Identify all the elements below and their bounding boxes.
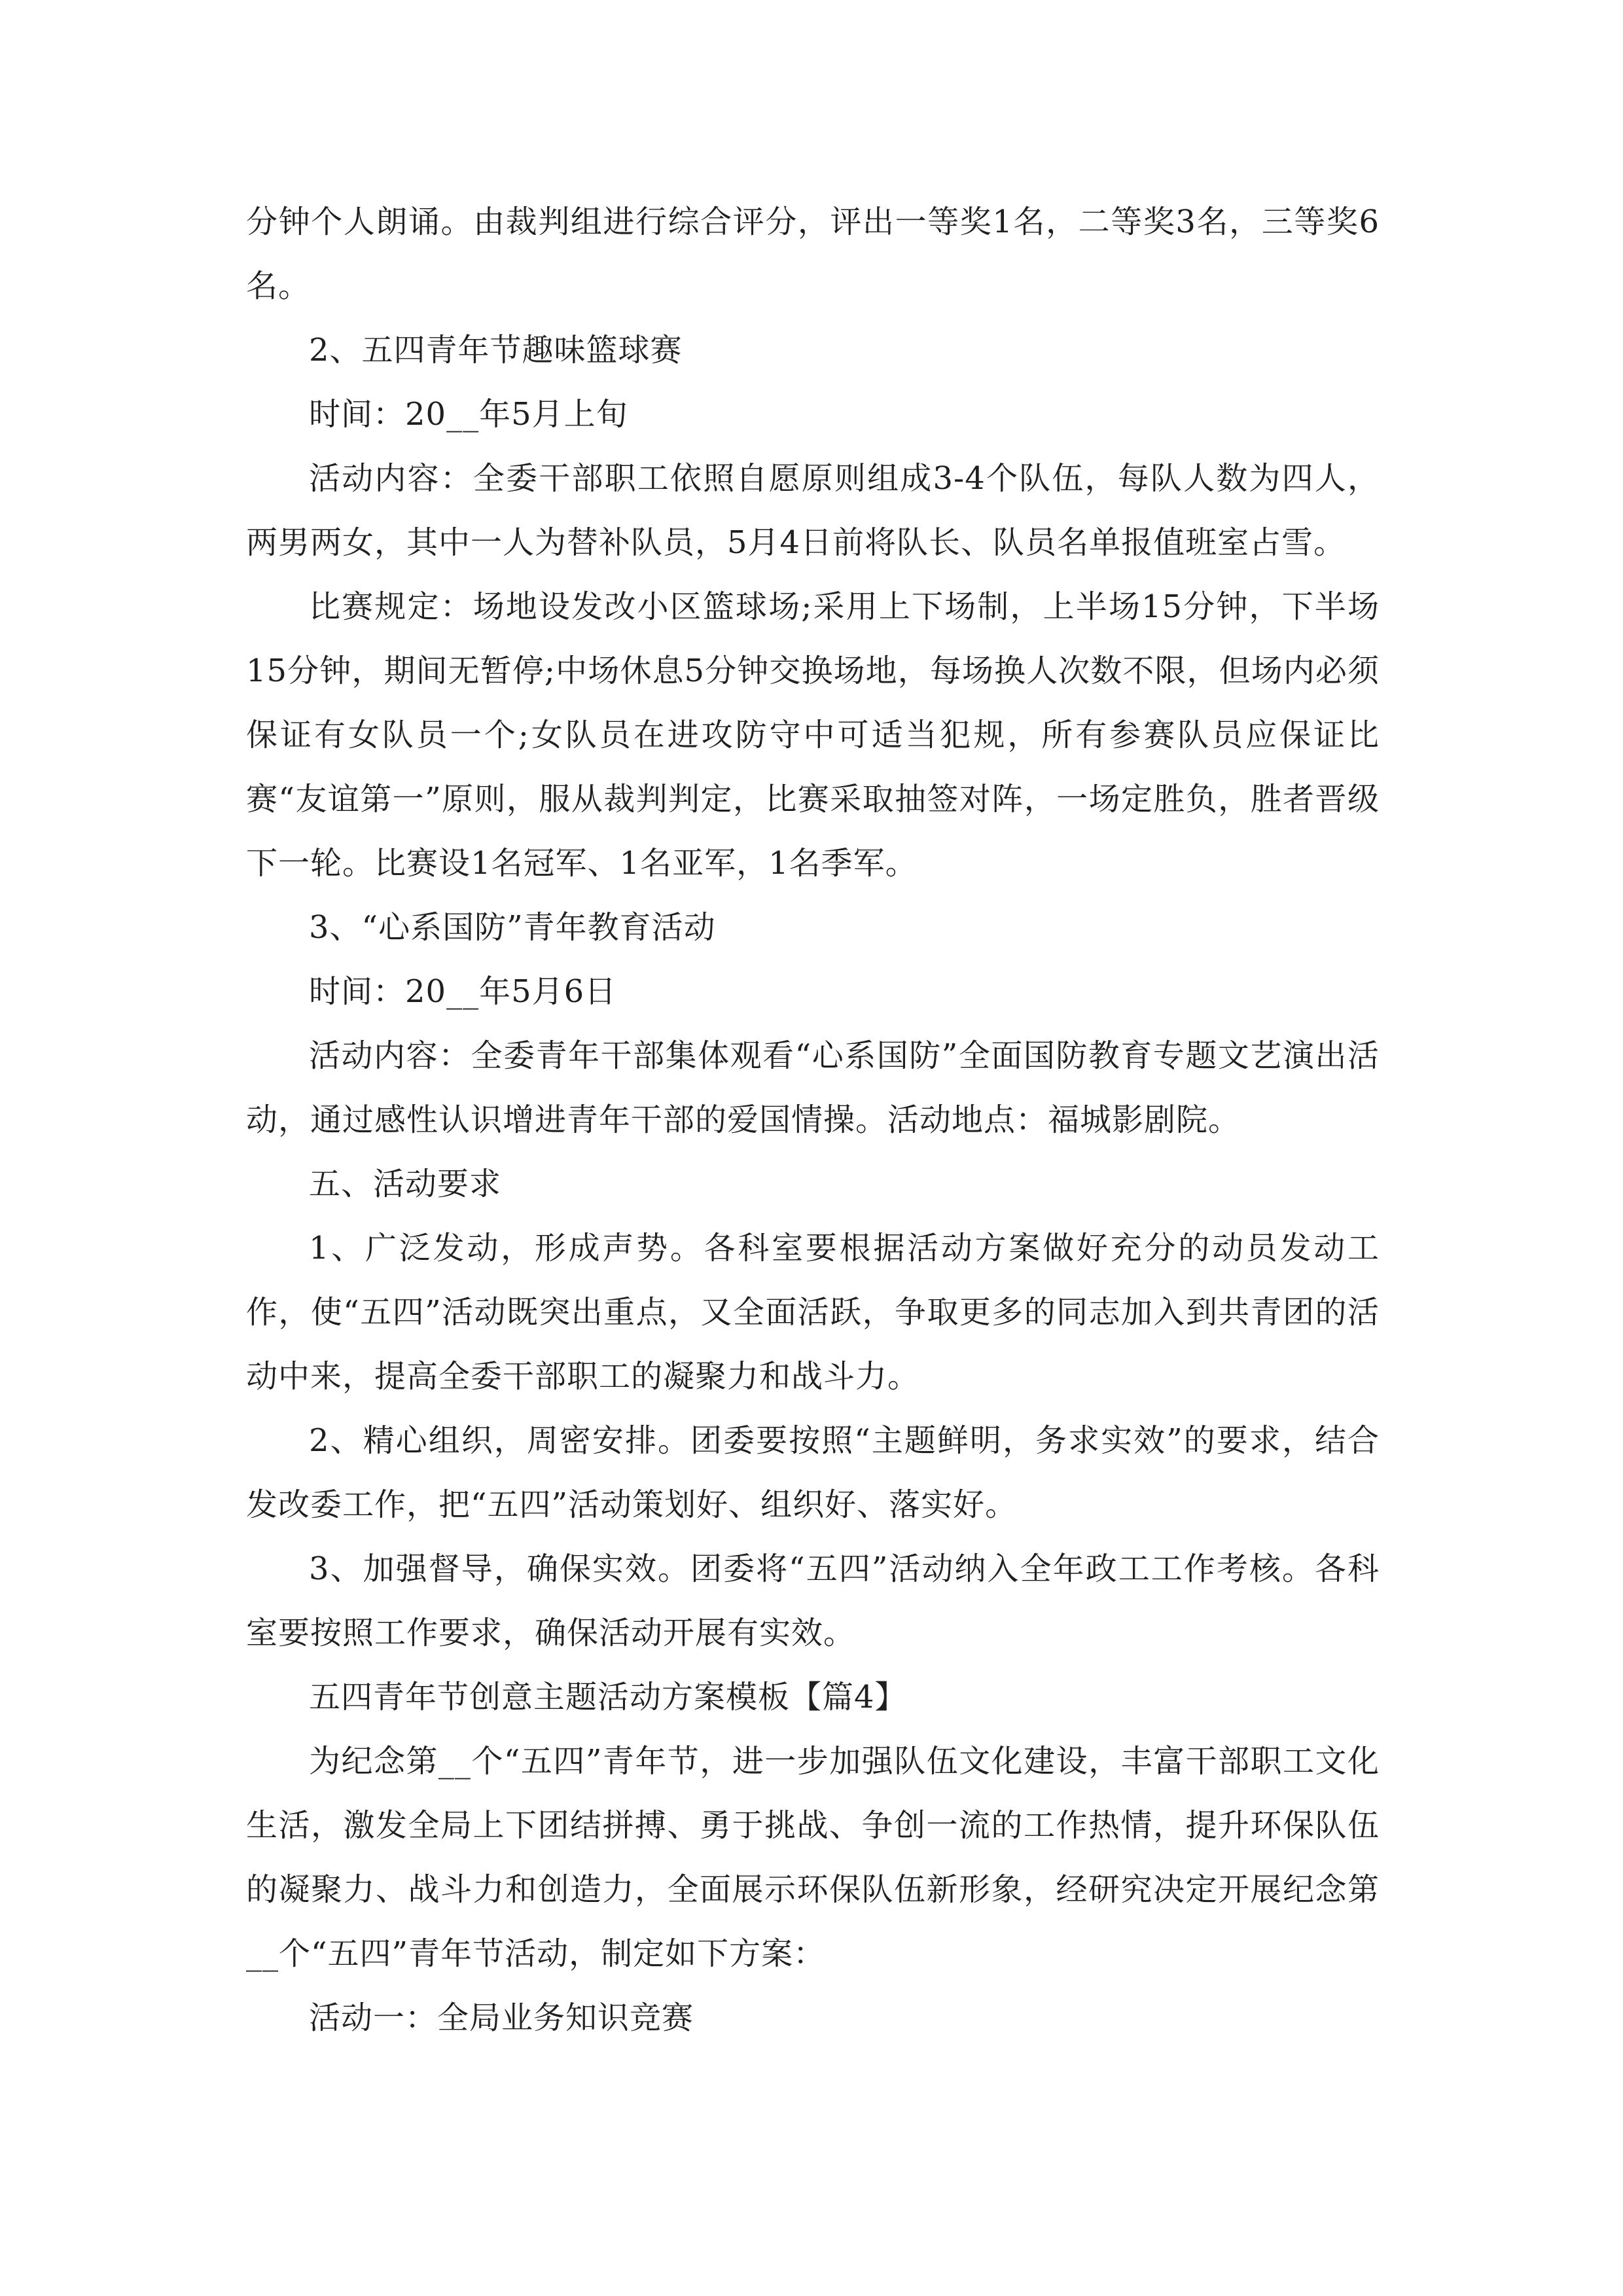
paragraph: 活动内容：全委青年干部集体观看“心系国防”全面国防教育专题文艺演出活动，通过感性认识增进青年干部的爱国情操。活动地点：福城影剧院。 — [246, 1037, 1380, 1138]
section-heading: 3、“心系国防”青年教育活动 — [309, 909, 716, 946]
paragraph: 1、广泛发动，形成声势。各科室要根据活动方案做好充分的动员发动工作，使“五四”活动既突出重点，又全面活跃，争取更多的同志加入到共青团的活动中来，提高全委干部职工的凝聚力和战斗力。 — [246, 1230, 1380, 1395]
section-heading: 五、活动要求 — [309, 1166, 502, 1202]
paragraph: 为纪念第__个“五四”青年节，进一步加强队伍文化建设，丰富干部职工文化生活，激发全局上下团结拼搏、勇于挑战、争创一流的工作热情，提升环保队伍的凝聚力、战斗力和创造力，全面展示环保队伍新形象，经研究决定开展纪念第__个“五四”青年节活动，制定如下方案： — [246, 1743, 1380, 1972]
paragraph: 时间：20__年5月6日 — [309, 973, 617, 1010]
section-heading: 2、五四青年节趣味篮球赛 — [309, 332, 683, 368]
paragraph: 2、精心组织，周密安排。团委要按照“主题鲜明，务求实效”的要求，结合发改委工作，把“五四”活动策划好、组织好、落实好。 — [246, 1422, 1380, 1523]
section-heading: 活动一：全局业务知识竞赛 — [309, 2000, 694, 2036]
paragraph: 比赛规定：场地设发改小区篮球场;采用上下场制，上半场15分钟，下半场15分钟，期间无暂停;中场休息5分钟交换场地，每场换人次数不限，但场内必须保证有女队员一个;女队员在进攻防守中可适当犯规，所有参赛队员应保证比赛“友谊第一”原则，服从裁判判定，比赛采取抽签对阵，一场定胜负，胜者晋级下一轮。比赛设1名冠军、1名亚军，1名季军。 — [246, 588, 1380, 882]
paragraph: 活动内容：全委干部职工依照自愿原则组成3-4个队伍，每队人数为四人，两男两女，其中一人为替补队员，5月4日前将队长、队员名单报值班室占雪。 — [246, 460, 1380, 561]
paragraph: 时间：20__年5月上旬 — [309, 396, 628, 433]
paragraph: 分钟个人朗诵。由裁判组进行综合评分，评出一等奖1名，二等奖3名，三等奖6名。 — [246, 204, 1380, 304]
article-title: 五四青年节创意主题活动方案模板【篇4】 — [309, 1679, 907, 1715]
paragraph: 3、加强督导，确保实效。团委将“五四”活动纳入全年政工工作考核。各科室要按照工作要求，确保活动开展有实效。 — [246, 1551, 1380, 1651]
document-body — [246, 190, 1380, 2050]
